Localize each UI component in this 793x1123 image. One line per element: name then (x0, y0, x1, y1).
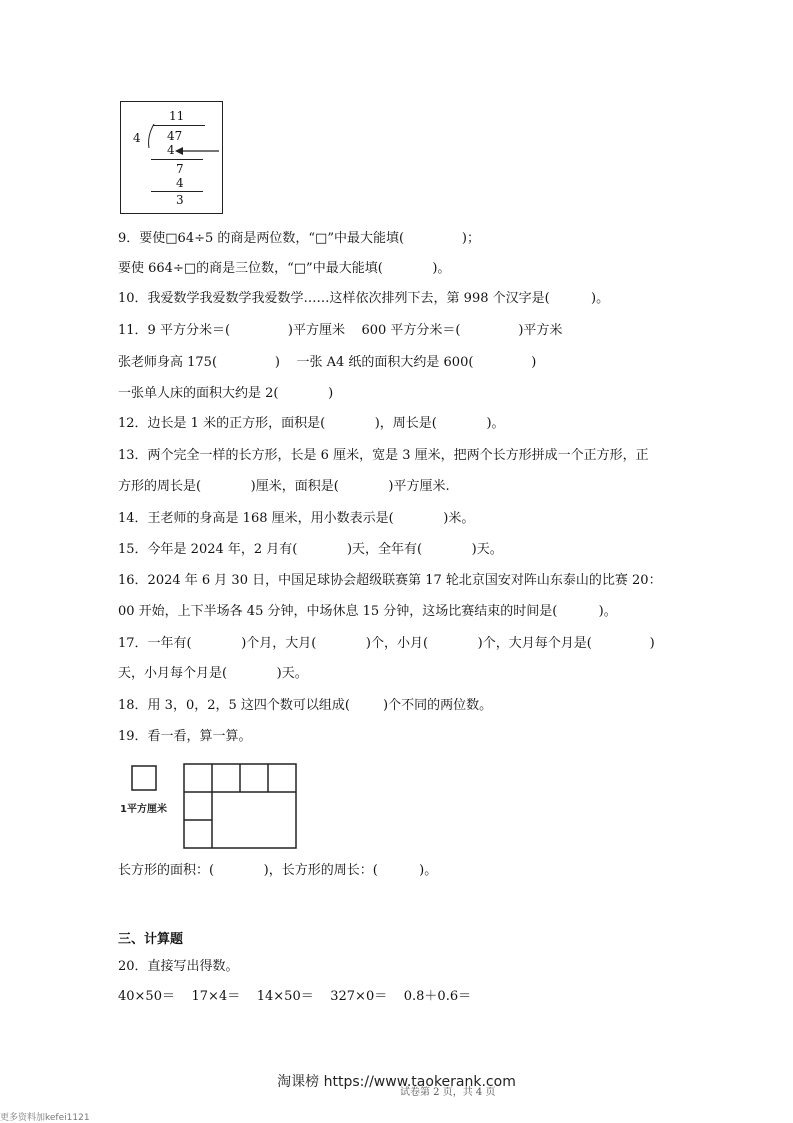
q19: 19．看一看，算一算。 (118, 729, 252, 744)
unit-square-label: 1平方厘米 (120, 804, 167, 815)
step-line-2 (151, 191, 203, 192)
step-line-1 (151, 159, 203, 160)
remainder: 3 (176, 193, 184, 207)
q12: 12．边长是 1 米的正方形，面积是( )，周长是( )。 (118, 416, 505, 431)
q14: 14．王老师的身高是 168 厘米，用小数表示是( )米。 (118, 511, 475, 526)
footer-watermark: 淘课榜 https://www.taokerank.com (277, 1074, 516, 1090)
q15: 15．今年是 2024 年，2 月有( )天，全年有( )天。 (118, 542, 503, 557)
section-title: 三、计算题 (118, 932, 184, 947)
q16-line2: 00 开始，上下半场各 45 分钟，中场休息 15 分钟，这场比赛结束的时间是( )。 (118, 604, 617, 619)
step-product-2: 4 (176, 176, 184, 190)
q11-line1: 11．9 平方分米＝( )平方厘米 600 平方分米＝( )平方米 (118, 323, 563, 338)
q16-line1: 16．2024 年 6 月 30 日，中国足球协会超级联赛第 17 轮北京国安对阵山东泰山的比赛 20： (118, 573, 662, 588)
q11-line2: 张老师身高 175( ) 一张 A4 纸的面积大约是 600( ) (118, 355, 537, 370)
q9-line1: 9．要使□64÷5 的商是两位数，“□”中最大能填( )； (118, 231, 480, 246)
q18: 18．用 3，0，2，5 这四个数可以组成( )个不同的两位数。 (118, 698, 493, 713)
q19-answer: 长方形的面积：( )，长方形的周长：( )。 (118, 863, 438, 878)
q13-line1: 13．两个完全一样的长方形，长是 6 厘米，宽是 3 厘米，把两个长方形拼成一个正方形，正 (118, 448, 649, 463)
corner-note: 更多资料加kefei1121 (0, 1113, 90, 1123)
step-product-1: 4 (167, 143, 175, 157)
dividend: 47 (167, 129, 183, 143)
division-figure (120, 101, 223, 214)
division-bar (153, 125, 205, 126)
q17-line1: 17．一年有( )个月，大月( )个，小月( )个，大月每个月是( ) (118, 636, 655, 651)
division-bracket (146, 123, 156, 149)
q13-line2: 方形的周长是( )厘米，面积是( )平方厘米. (118, 479, 450, 494)
step-remainder: 7 (176, 162, 184, 176)
q11-line3: 一张单人床的面积大约是 2( ) (118, 386, 334, 401)
unit-square (132, 766, 156, 790)
arrow-left-icon (175, 144, 220, 158)
q17-line2: 天，小月每个月是( )天。 (118, 666, 308, 681)
page-number: 试卷第 2 页，共 4 页 (400, 1087, 496, 1098)
divisor: 4 (133, 131, 141, 145)
quotient: 11 (169, 109, 185, 123)
q9-line2: 要使 664÷□的商是三位数，“□”中最大能填( )。 (118, 261, 451, 276)
grid-rectangle (184, 764, 296, 848)
rectangle-grid-figure (118, 760, 303, 852)
q10: 10．我爱数学我爱数学我爱数学……这样依次排列下去，第 998 个汉字是( )。 (118, 291, 610, 306)
q20-items: 40×50＝ 17×4＝ 14×50＝ 327×0＝ 0.8＋0.6＝ (118, 989, 472, 1004)
q20: 20．直接写出得数。 (118, 959, 239, 974)
